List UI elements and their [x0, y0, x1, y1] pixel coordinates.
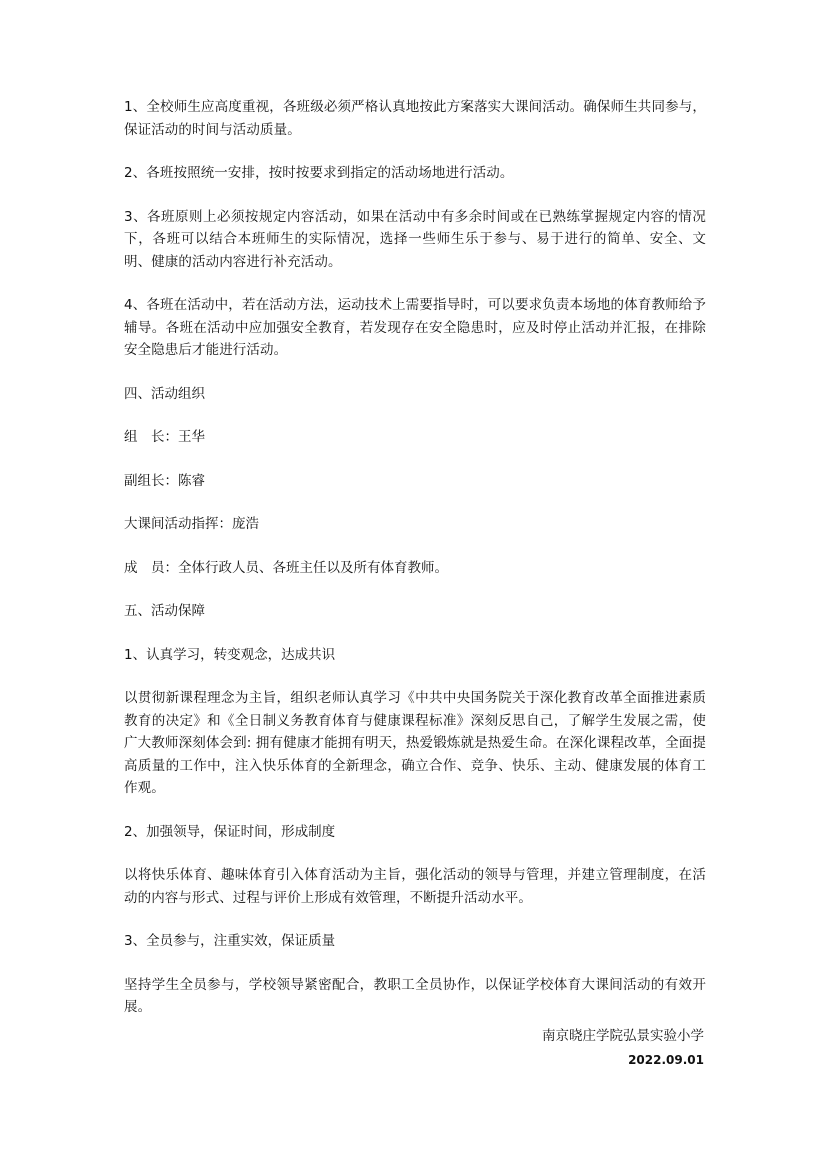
paragraph-leadership: 以将快乐体育、趣味体育引入体育活动为主旨，强化活动的领导与管理，并建立管理制度，在活动的内容与形式、过程与评价上形成有效管理，不断提升活动水平。	[124, 867, 706, 906]
paragraph-2: 2、各班按照统一安排，按时按要求到指定的活动场地进行活动。	[124, 165, 514, 181]
date: 2022.09.01	[628, 1053, 704, 1067]
section-heading-organization: 四、活动组织	[124, 385, 205, 402]
members: 成 员：全体行政人员、各班主任以及所有体育教师。	[124, 559, 448, 576]
signature: 南京晓庄学院弘景实验小学	[542, 1027, 704, 1044]
subheading-1: 1、认真学习，转变观念，达成共识	[124, 646, 336, 663]
deputy-leader: 副组长：陈睿	[124, 472, 205, 489]
subheading-2: 2、加强领导，保证时间，形成制度	[124, 823, 336, 840]
subheading-3: 3、全员参与，注重实效，保证质量	[124, 933, 336, 949]
section-heading-guarantee: 五、活动保障	[124, 603, 205, 619]
paragraph-3: 3、各班原则上必须按规定内容活动，如果在活动中有多余时间或在已熟练掌握规定内容的情况下，各班可以结合本班师生的实际情况，选择一些师生乐于参与、易于进行的简单、安全、文明、健康的活动内容进行补充活动。	[124, 208, 706, 270]
paragraph-participation: 坚持学生全员参与，学校领导紧密配合，教职工全员协作，以保证学校体育大课间活动的有效开展。	[124, 976, 706, 1015]
activity-commander: 大课间活动指挥：庞浩	[124, 516, 259, 532]
document-page	[124, 96, 706, 1071]
group-leader: 组 长：王华	[124, 429, 205, 445]
paragraph-study: 以贯彻新课程理念为主旨，组织老师认真学习《中共中央国务院关于深化教育改革全面推进素质教育的决定》和《全日制义务教育体育与健康课程标准》深刻反思自己，了解学生发展之需，使广大教师深刻体会到: 拥有健康才能拥有明天，热爱锻炼就是热爱生命。在深化课程改革，全面提高质量的工作中，注入快乐体育的全新理念，确立合作、竞争、快乐、主动、健康发展的体育工作观。	[124, 690, 706, 796]
paragraph-4: 4、各班在活动中，若在活动方法，运动技术上需要指导时，可以要求负责本场地的体育教师给予辅导。各班在活动中应加强安全教育，若发现存在安全隐患时，应及时停止活动并汇报，在排除安全隐患后才能进行活动。	[124, 297, 706, 358]
paragraph-1: 1、全校师生应高度重视，各班级必须严格认真地按此方案落实大课间活动。确保师生共同参与，保证活动的时间与活动质量。	[124, 99, 706, 138]
